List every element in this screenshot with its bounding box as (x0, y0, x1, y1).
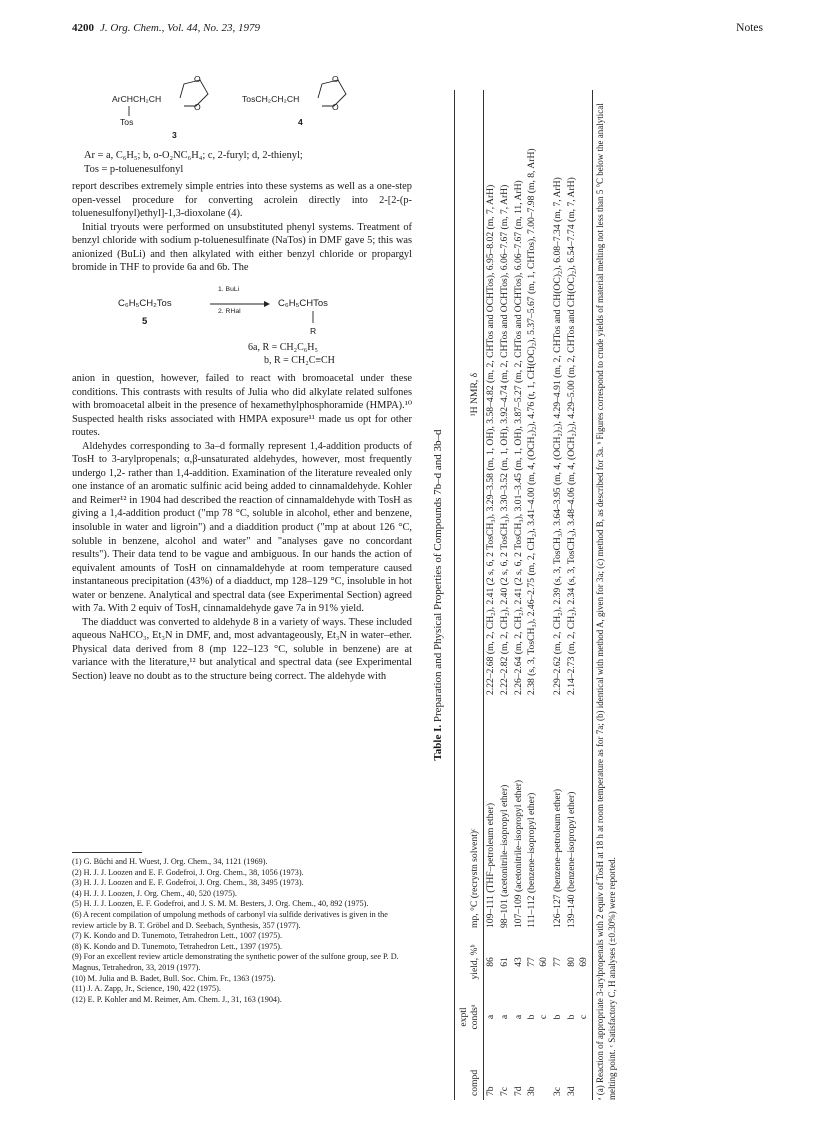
cell-cond: a (512, 1014, 524, 1020)
cell-mp: 98–101 (acetonitrile–isopropyl ether) (498, 784, 510, 928)
ring-oxygen-bottom: O (194, 102, 201, 112)
cell-yield: 80 69 (565, 932, 593, 992)
cell-nmr: 2.29–2.62 (m, 2, CH₂), 2.39 (s, 3, TosCH₃), 3.64–3.95 (m, 4, (OCH₂)₂), 4.29–4.91 (m, 2, CHTos and CH(OC)₂), 6.08–7.34 (m, 7, ArH) (551, 177, 563, 695)
product-r-group: R (310, 326, 317, 336)
structure-3-formula: ArCHCH₂CH (112, 94, 162, 104)
cell-compd: 3d (565, 1042, 593, 1100)
header-left (72, 22, 260, 34)
compound-number-4: 4 (298, 117, 303, 127)
reference-6: (6) A recent compilation of umpolung methods of carbonyl via sulfide derivatives is given in the review article by B. T. Gröbel and D. Seebach, Synthesis, 357 (1977). (72, 909, 388, 930)
table-row (565, 90, 593, 1100)
cell-cond: b (551, 1014, 563, 1020)
cell-compd: 7d (512, 1086, 524, 1096)
cell-mp: 111–112 (benzene–isopropyl ether) (526, 792, 538, 928)
cell-yield: 86 (485, 957, 496, 967)
cell-cond: b c (565, 992, 593, 1042)
table-row (551, 90, 565, 1100)
header-nmr: ¹H NMR, δ (455, 90, 484, 699)
cell-nmr: 2.22–2.82 (m, 2, CH₂), 2.40 (2 s, 6, 2 TosCH₃), 3.30–3.52 (m, 1, OH), 3.92–4.74 (m, 2, CHTos and OCHTos), 6.06–7.67 (m, 7, ArH) (498, 184, 510, 695)
structure-3-substituent: Tos (120, 117, 134, 127)
table-caption-text: Preparation and Physical Properties of Compounds 7b–d and 3b–d (432, 429, 444, 723)
cell-mp: 109–111 (THF–petroleum ether) (485, 802, 496, 928)
cell-nmr: 2.14–2.73 (m, 2, CH₂), 2.34 (s, 3, TosCH₃), 3.48–4.06 (m, 4, (OCH₂)₂), 4.29–5.00 (m, 2, CHTos and CH(OC)₂), 6.54–7.74 (m, 7, ArH) (565, 90, 593, 699)
table-footnote: ᵃ (a) Reaction of appropriate 3-arylpropenals with 2 equiv of TosH at 18 h at room temperature as for 7a; (b) identical with method A, given for 3a; (c) method B, as described for 3a. ᵇ Figures correspond to crude yields of material melting not less than 5 °C below the analytical melting point. ᶜ Satisfactory C, H analyses (±0.30%) were reported. (595, 103, 618, 1100)
body-column-bottom (72, 372, 412, 684)
structure-legend (72, 149, 412, 176)
compound-number-3: 3 (172, 130, 177, 140)
ring-oxygen-bottom: O (332, 102, 339, 112)
cell-mp: 139–140 (benzene–isopropyl ether) (565, 699, 593, 932)
cell-compd: 7b (485, 1086, 496, 1096)
reference-9: (9) For an excellent review article demonstrating the synthetic power of the sulfone group, see P. D. Magnus, Tetrahedron, 33, 2019 (1977). (72, 952, 399, 972)
cell-yield: 43 (512, 957, 524, 967)
reference-5: (5) H. J. J. Loozen, E. F. Godefroi, and J. S. M. M. Besters, J. Org. Chem., 40, 892 (1975). (72, 899, 369, 909)
paragraph-1: report describes extremely simple entries into these systems as well as a one-step open-vessel procedure for converting acrolein directly into 2-[2-(p-toluenesulfonyl)ethyl]-1,3-dioxolane (4). (72, 181, 412, 220)
structure-4 (242, 74, 362, 140)
cell-compd: 3b (526, 1086, 538, 1096)
step-1-label: 1. BuLi (218, 286, 240, 293)
cell-mp: 126–127 (benzene–petroleum ether) (551, 788, 563, 928)
cell-cond: a (498, 1014, 510, 1020)
section-label: Notes (736, 22, 763, 34)
reference-8: (8) K. Kondo and D. Tunemoto, Tetrahedron Lett., 1397 (1975). (72, 941, 283, 951)
cell-cond: a (485, 1014, 496, 1020)
structure-4-formula: TosCH₂CH₂CH (242, 94, 300, 104)
properties-table (454, 90, 593, 1100)
paragraph-5: The diadduct was converted to aldehyde 8 in a variety of ways. These included aqueous NaHCO₃, Et₃N in DMF, and, most advantageously, Et₃N in water–ether. Physical data derived from 8 (mp 122–123 °C, soluble in benzene) are at variance with the literature,¹² but analytical and spectral data (see Experimental Section) leave no doubt as to the structure being correct. The aldehyde with (72, 616, 412, 683)
journal-citation: J. Org. Chem., Vol. 44, No. 23, 1979 (100, 22, 261, 34)
compound-6b: b, R = CH₂C≡CH (264, 355, 335, 366)
table-row (525, 90, 551, 1100)
table-row (484, 90, 498, 1100)
paragraph-2: Initial tryouts were performed on unsubstituted phenyl systems. Treatment of benzyl chloride with sodium p-toluenesulfinate (NaTos) in DMF gave 5; this was anionized (BuLi) and then alkylated with either benzyl chloride or propargyl bromide in THF to provide 6a and 6b. The (72, 221, 412, 274)
cell-compd: 7c (498, 1086, 510, 1096)
references (72, 852, 412, 1005)
table-row (498, 90, 512, 1100)
reference-10: (10) M. Julia and B. Badet, Bull. Soc. Chim. Fr., 1363 (1975). (72, 973, 276, 983)
reference-3: (3) H. J. J. Loozen and E. F. Godefroi, J. Org. Chem., 38, 3495 (1973). (72, 878, 304, 888)
cell-mp: 107–109 (acetonitrile–isopropyl ether) (512, 779, 524, 928)
header-mp: mp, °C (recrystn solvent)ᶜ (455, 699, 484, 932)
paragraph-3: anion in question, however, failed to react with bromoacetal under these conditions. This contrasts with results of Julia who did alkylate related sulfones with bromoacetal albeit in the presence of hexamethylphosphoramide (HMPA).¹⁰ Suspected health risks associated with HMPA exposure¹¹ made us opt for other routes. (72, 373, 412, 439)
reference-2: (2) H. J. J. Loozen and E. F. Godefroi, J. Org. Chem., 38, 1056 (1973). (72, 867, 304, 877)
compound-number-5: 5 (142, 316, 148, 327)
header-yield: yield, %ᵇ (455, 932, 484, 992)
compound-6a: 6a, R = CH₂C₆H₅ (248, 342, 318, 353)
reference-divider (72, 852, 142, 853)
cell-nmr: 2.26–2.64 (m, 2, CH₂), 2.41 (2 s, 6, 2 TosCH₃), 3.01–3.45 (m, 1, OH), 3.87–5.27 (m, 2, CHTos and OCHTos), 6.06–7.67 (m, 11, ArH) (512, 180, 524, 695)
cell-yield: 77 60 (526, 957, 550, 967)
cell-nmr: 2.22–2.68 (m, 2, CH₂), 2.41 (2 s, 6, 2 TosCH₃), 3.29–3.58 (m, 1, OH), 3.58–4.82 (m, 2, CHTos and OCHTos), 6.95–8.02 (m, 7, ArH) (485, 184, 496, 695)
cell-yield: 61 (498, 957, 510, 967)
reference-11: (11) J. A. Zapp, Jr., Science, 190, 422 (1975). (72, 984, 221, 994)
reference-7: (7) K. Kondo and D. Tunemoto, Tetrahedron Lett., 1007 (1975). (72, 931, 283, 941)
table-1-rotated (424, 90, 724, 1100)
page-number: 4200 (72, 22, 94, 34)
header-conds: exptl condsᵃ (455, 992, 484, 1042)
reaction-scheme (72, 284, 412, 370)
table-header-row (455, 90, 484, 1100)
table-row (512, 90, 526, 1100)
header-compd: compd (455, 1042, 484, 1100)
table-caption (432, 90, 444, 1100)
product-bond (310, 311, 320, 325)
running-header (72, 22, 763, 38)
cell-nmr: 2.38 (s, 3, TosCH₃), 2.46–2.75 (m, 2, CH₂), 3.41–4.00 (m, 4, (OCH₂)₂), 4.76 (t, 1, CH(OC)₂), 5.37–5.67 (m, 1, CHTos), 7.00–7.98 (m, 8, ArH) (526, 148, 538, 695)
structure-3 (112, 74, 232, 140)
reference-12: (12) E. P. Kohler and M. Reimer, Am. Chem. J., 31, 163 (1904). (72, 994, 282, 1004)
ring-oxygen-top: O (332, 74, 339, 84)
reactant-formula: C₆H₅CH₂Tos (118, 298, 172, 309)
paragraph-4: Aldehydes corresponding to 3a–d formally represent 1,4-addition products of TosH to 3-arylpropenals; α,β-unsaturated aldehydes, however, most frequently undergo 1,2- rather than 1,4-addition. Examination of the literature revealed only one instance of an aromatic sulfinic acid being added to cinnamaldehyde. Kohler and Reimer¹² in 1904 had described the reaction of cinnamaldehyde with TosH as giving a 1,4-addition product ("mp 78 °C, soluble in alcohol, ether and benzene, insoluble in water and ligroin") and a diaddition product ("mp at about 126 °C, soluble in benzene, alcohol and water" and "analyses gave no concordant results"). Their data tend to be vague and ambiguous. In our hands the action of equivalent amounts of TosH on cinnamaldehyde at room temperature caused instantaneous precipitation (43%) of a diadduct, mp 128–129 °C, insoluble in hot water or benzene. Analytical and spectral data (see Experimental Section) agreed with 7a. With 2 equiv of TosH, cinnamaldehyde gave 7a in 91% yield. (72, 440, 412, 615)
step-2-label: 2. RHal (218, 308, 241, 315)
legend-line-2: Tos = p-toluenesulfonyl (84, 163, 184, 175)
body-column-top (72, 180, 412, 275)
cell-cond: b c (526, 1014, 550, 1020)
reference-1: (1) G. Büchi and H. Wuest, J. Org. Chem., 34, 1121 (1969). (72, 857, 268, 866)
table-caption-prefix: Table I. (432, 724, 444, 761)
cell-yield: 77 (551, 957, 563, 967)
product-formula: C₆H₅CHTos (278, 298, 328, 309)
reference-4: (4) H. J. J. Loozen, J. Org. Chem., 40, 520 (1975). (72, 888, 237, 898)
cell-compd: 3c (551, 1086, 563, 1096)
ring-oxygen-top: O (194, 74, 201, 84)
legend-line-1: Ar = a, C₆H₅; b, o-O₂NC₆H₄; c, 2-furyl; d, 2-thienyl; (84, 150, 303, 161)
